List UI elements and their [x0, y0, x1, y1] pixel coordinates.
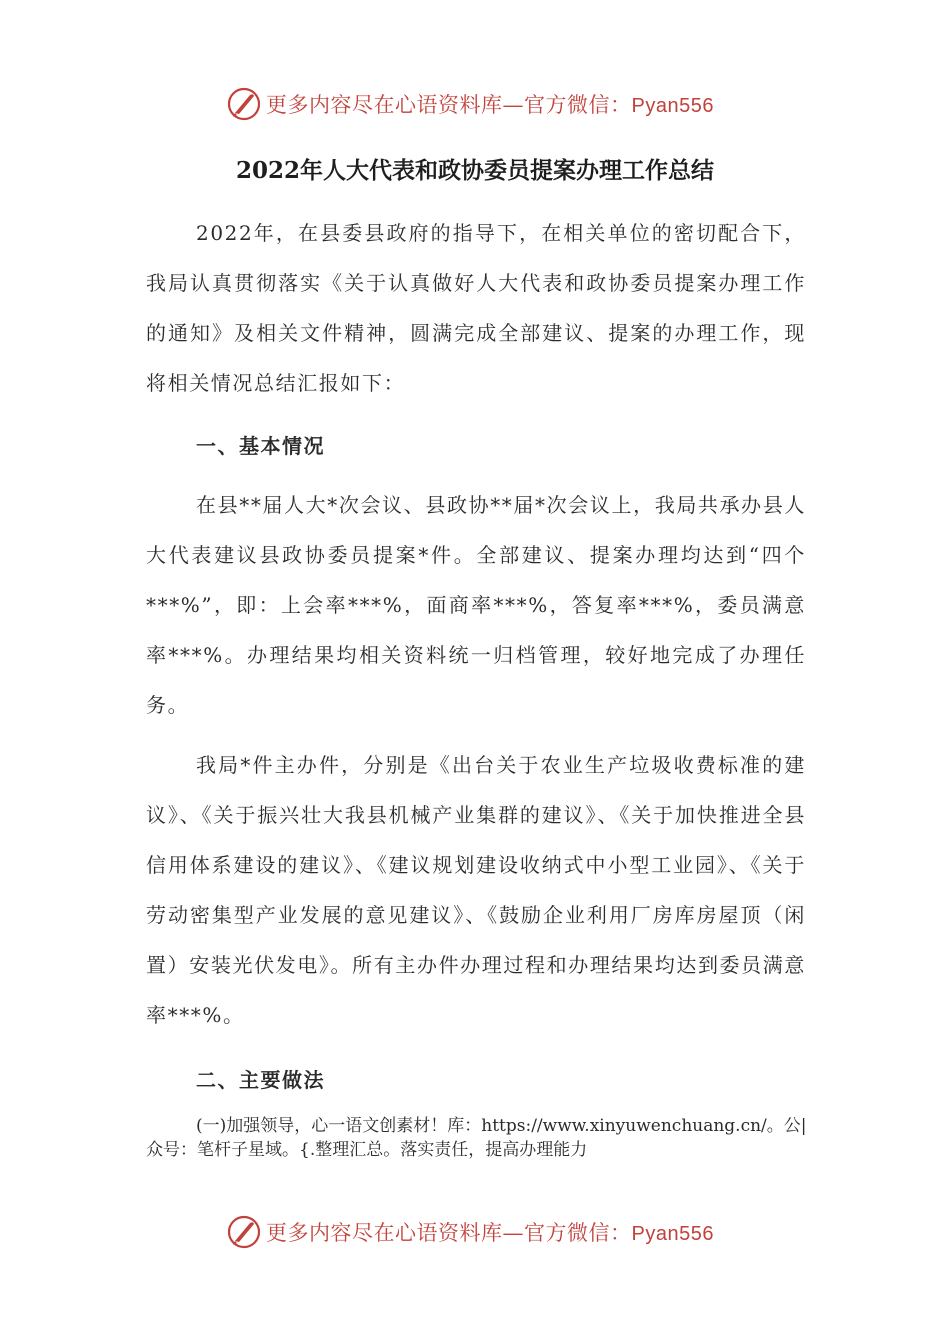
quill-pen-logo-icon: [226, 1214, 262, 1250]
watermark-text: 更多内容尽在心语资料库—官方微信：Pyan556: [266, 93, 714, 117]
intro-paragraph: 2022年，在县委县政府的指导下，在相关单位的密切配合下，我局认真贯彻落实《关于认真做好人大代表和政协委员提案办理工作的通知》及相关文件精神，圆满完成全部建议、提案的办理工作，现将相关情况总结汇报如下：: [146, 221, 806, 395]
quill-pen-logo-icon: [226, 86, 262, 122]
watermark-banner-bottom: [226, 1212, 746, 1252]
main-cases-paragraph: 我局*件主办件，分别是《出台关于农业生产垃圾收费标准的建议》、《关于振兴壮大我县机械产业集群的建议》、《关于加快推进全县信用体系建设的建议》、《建议规划建设收纳式中小型工业园》、《关于劳动密集型产业发展的意见建议》、《鼓励企业利用厂房库房屋顶（闲置）安装光伏发电》。所有主办件办理过程和办理结果均达到委员满意率***%。: [146, 753, 806, 1027]
watermark-text: 更多内容尽在心语资料库—官方微信：Pyan556: [266, 1221, 714, 1245]
section-heading-basic-situation: 一、基本情况: [196, 434, 325, 458]
main-practices-paragraph: (一)加强领导，心一语文创素材！库：https://www.xinyuwenchuang.cn/。公|众号：笔杆子星域。{.整理汇总。落实责任，提高办理能力: [146, 1116, 807, 1160]
section-heading-main-practices: 二、主要做法: [196, 1068, 325, 1092]
document-title: 2022年人大代表和政协委员提案办理工作总结: [235, 157, 714, 184]
watermark-banner-top: [226, 84, 746, 124]
basic-situation-paragraph: 在县**届人大*次会议、县政协**届*次会议上，我局共承办县人大代表建议县政协委员提案*件。全部建议、提案办理均达到“四个***%”，即：上会率***%，面商率***%，答复率***%，委员满意率***%。办理结果均相关资料统一归档管理，较好地完成了办理任务。: [146, 493, 806, 717]
